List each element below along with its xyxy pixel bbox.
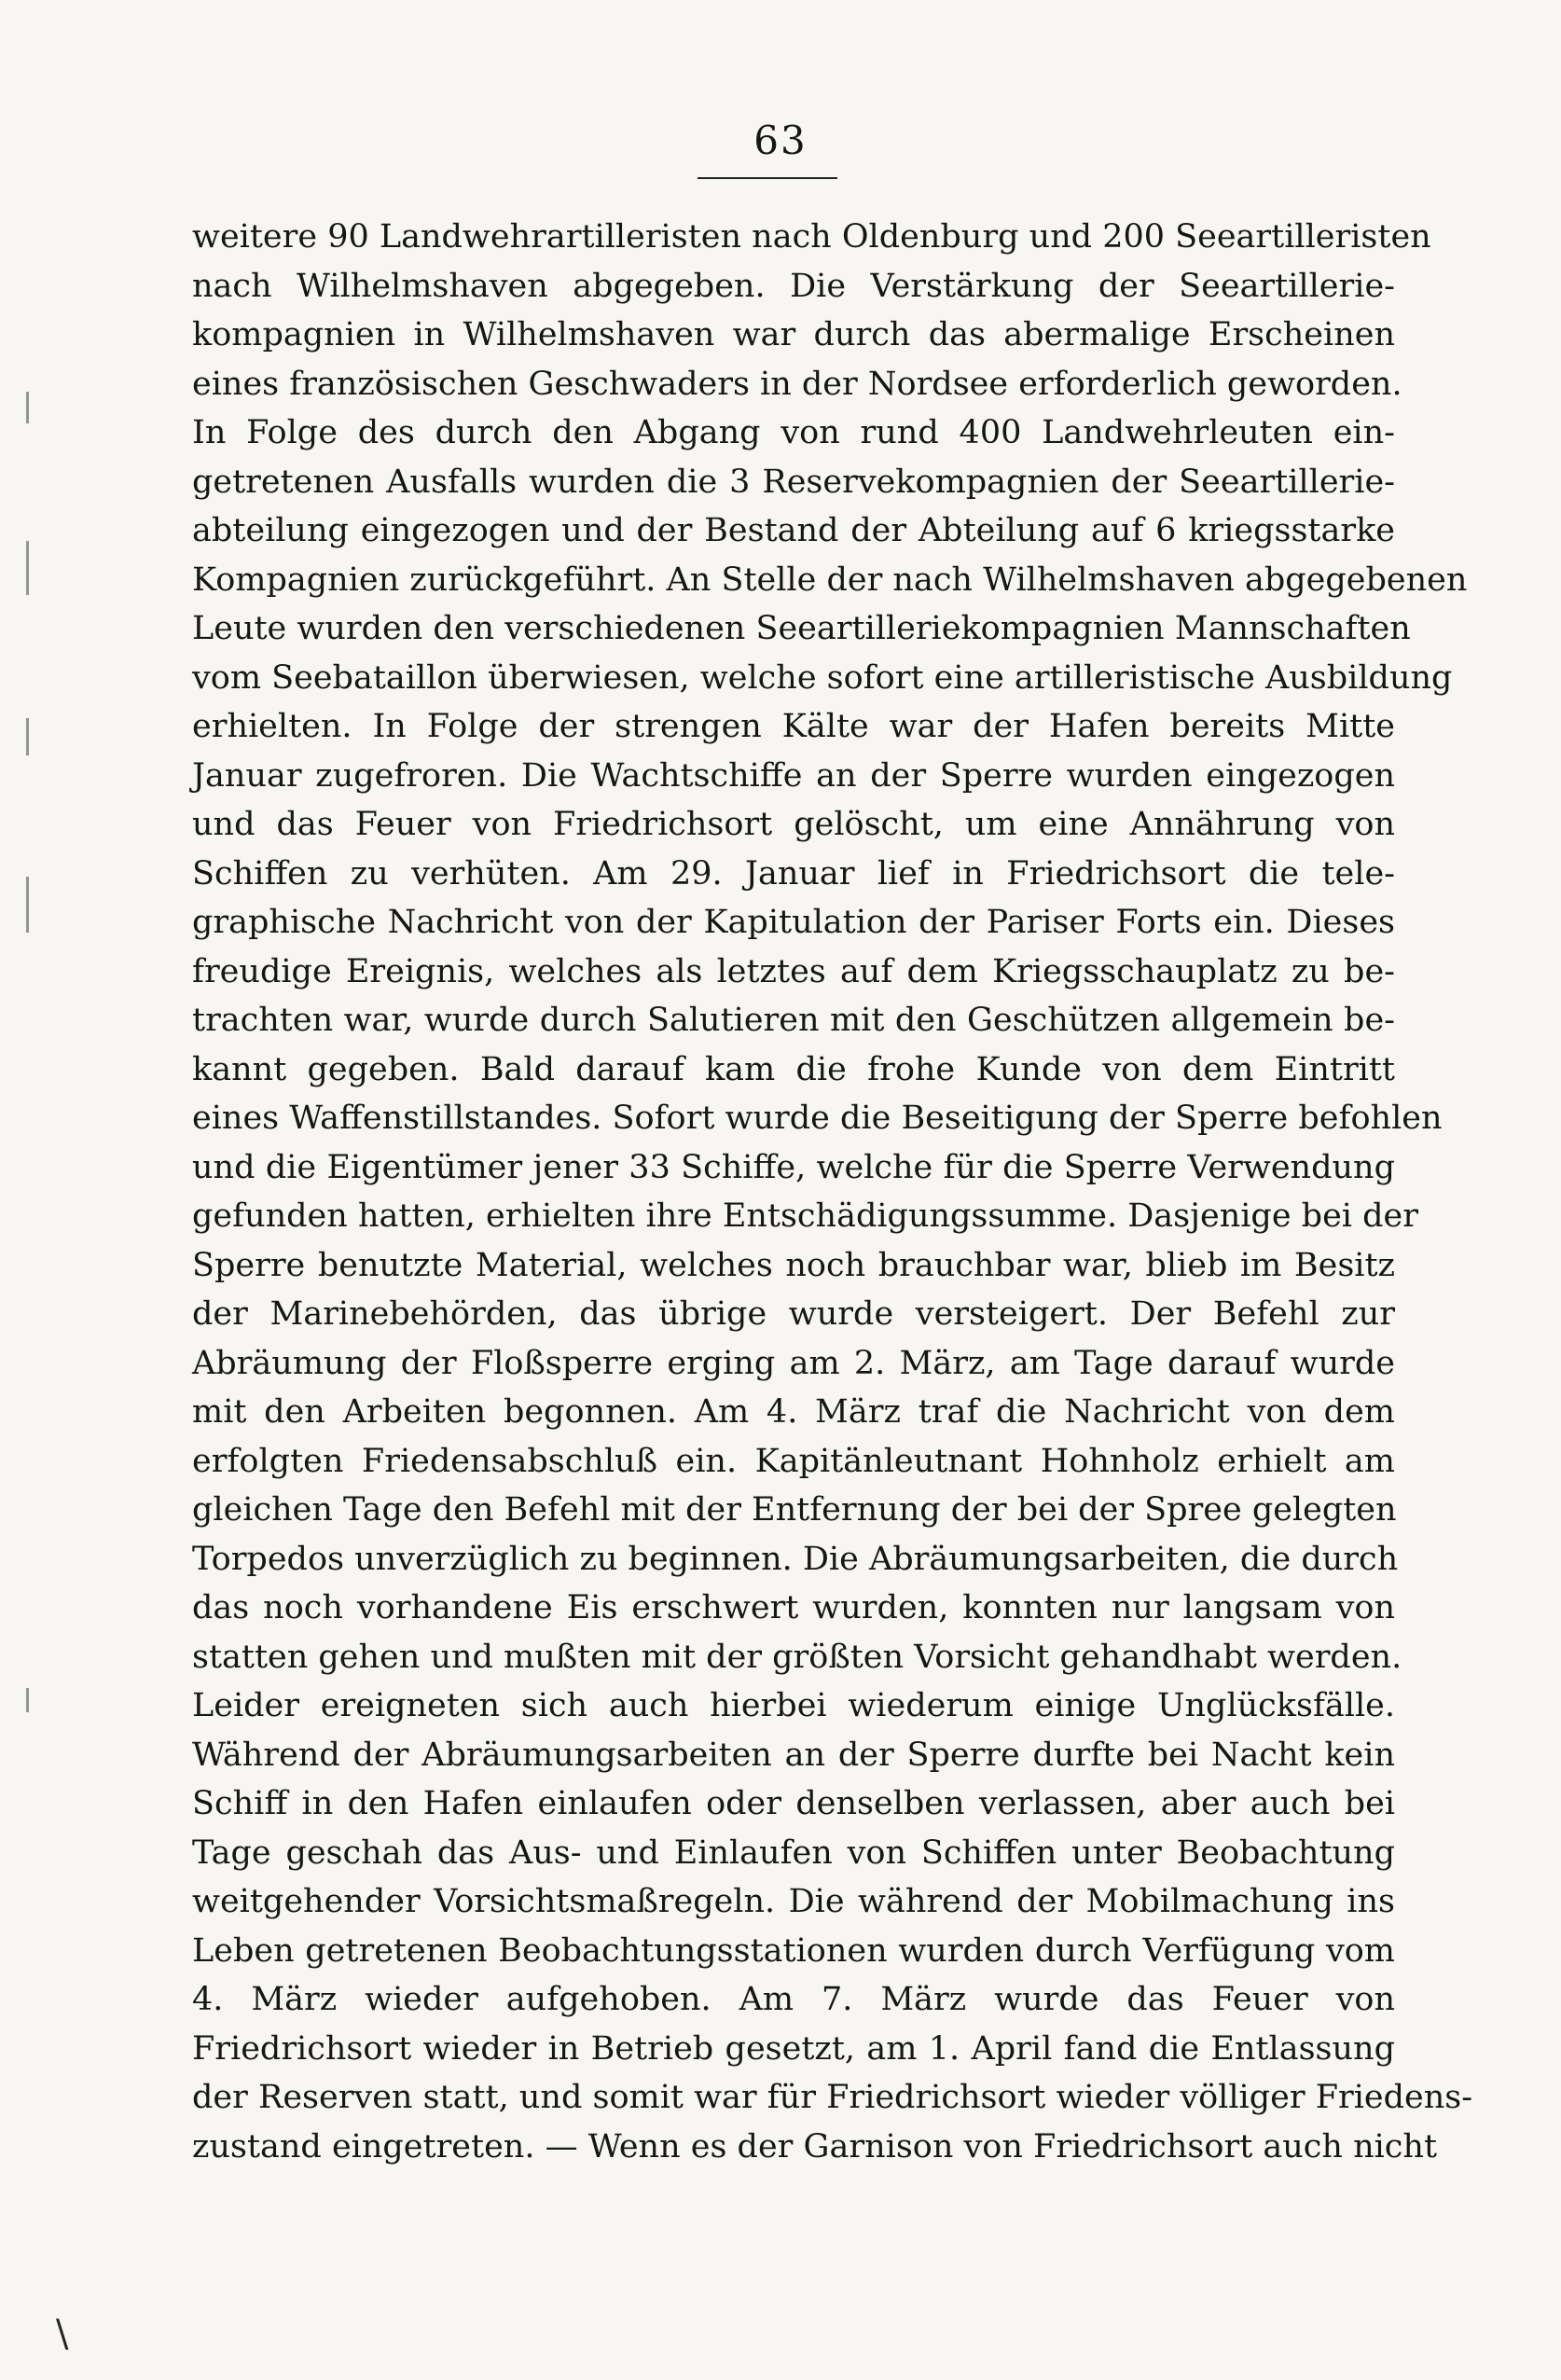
text-line: Sperre benutzte Material, welches noch brauchbar war, blieb im Besitz [192, 1246, 1395, 1284]
text-line: und die Eigentümer jener 33 Schiffe, welche für die Sperre Verwendung [192, 1148, 1395, 1186]
margin-mark [26, 392, 29, 423]
text-line: der Reserven statt, und somit war für Friedrichsort wieder völliger Friedens- [192, 2079, 1473, 2116]
text-line: vom Seebataillon überwiesen, welche sofort eine artilleristische Ausbildung [192, 658, 1453, 697]
text-line: kompagnien in Wilhelmshaven war durch das abermalige Erscheinen [192, 316, 1395, 353]
page-number: 63 [753, 118, 808, 163]
text-line: Tage geschah das Aus- und Einlaufen von Schiffen unter Beobachtung [192, 1833, 1395, 1872]
text-line: Friedrichsort wieder in Betrieb gesetzt, am 1. April fand die Entlassung [192, 2029, 1395, 2068]
text-line: Torpedos unverzüglich zu beginnen. Die Abräumungsarbeiten, die durch [192, 1540, 1399, 1578]
margin-mark [26, 718, 29, 755]
text-line: Während der Abräumungsarbeiten an der Sperre durfte bei Nacht kein [192, 1736, 1395, 1774]
text-line: zustand eingetreten. — Wenn es der Garnison von Friedrichsort auch nicht [192, 2127, 1438, 2166]
text-line: Leute wurden den verschiedenen Seeartilleriekompagnien Mannschaften [192, 610, 1411, 647]
text-line: erfolgten Friedensabschluß ein. Kapitänleutnant Hohnholz erhielt am [192, 1442, 1395, 1480]
text-line: statten gehen und mußten mit der größten Vorsicht gehandhabt werden. [192, 1638, 1402, 1676]
text-line: erhielten. In Folge der strengen Kälte war der Hafen bereits Mitte [192, 708, 1395, 745]
text-line: Kompagnien zurückgeführt. An Stelle der nach Wilhelmshaven abgegebenen [192, 560, 1468, 599]
text-line: weitgehender Vorsichtsmaßregeln. Die während der Mobilmachung ins [192, 1883, 1395, 1920]
text-line: graphische Nachricht von der Kapitulation der Pariser Forts ein. Dieses [192, 904, 1395, 941]
text-line: gefunden hatten, erhielten ihre Entschädigungssumme. Dasjenige bei der [192, 1197, 1418, 1235]
text-line: 4. März wieder aufgehoben. Am 7. März wurde das Feuer von [192, 1981, 1395, 2018]
text-line: mit den Arbeiten begonnen. Am 4. März traf die Nachricht von dem [192, 1393, 1395, 1431]
text-line: eines französischen Geschwaders in der Nordsee erforderlich geworden. [192, 365, 1402, 403]
text-line: trachten war, wurde durch Salutieren mit den Geschützen allgemein be- [192, 1002, 1395, 1039]
text-line: Leider ereigneten sich auch hierbei wiederum einige Unglücksfälle. [192, 1687, 1395, 1724]
text-line: freudige Ereignis, welches als letztes auf dem Kriegsschauplatz zu be- [192, 952, 1395, 990]
text-line: getretenen Ausfalls wurden die 3 Reservekompagnien der Seeartillerie- [192, 463, 1395, 501]
text-line: weitere 90 Landwehrartilleristen nach Oldenburg und 200 Seeartilleristen [192, 218, 1431, 256]
margin-mark [26, 1688, 29, 1712]
text-line: abteilung eingezogen und der Bestand der Abteilung auf 6 kriegsstarke [192, 512, 1395, 549]
text-line: In Folge des durch den Abgang von rund 400 Landwehrleuten ein- [192, 414, 1395, 451]
text-line: Leben getretenen Beobachtungsstationen wurden durch Verfügung vom [192, 1931, 1395, 1970]
text-line: gleichen Tage den Befehl mit der Entfernung der bei der Spree gelegten [192, 1491, 1397, 1529]
text-line: Schiff in den Hafen einlaufen oder denselben verlassen, aber auch bei [192, 1785, 1395, 1822]
body-text [192, 213, 1473, 2171]
text-line: der Marinebehörden, das übrige wurde versteigert. Der Befehl zur [192, 1295, 1395, 1333]
text-line: eines Waffenstillstandes. Sofort wurde die Beseitigung der Sperre befohlen [192, 1100, 1443, 1137]
header-rule [698, 177, 837, 179]
text-line: kannt gegeben. Bald darauf kam die frohe Kunde von dem Eintritt [192, 1050, 1395, 1088]
text-line: Januar zugefroren. Die Wachtschiffe an der Sperre wurden eingezogen [192, 756, 1395, 795]
scan-mark: \ [56, 2313, 69, 2356]
margin-mark [26, 877, 29, 933]
text-line: nach Wilhelmshaven abgegeben. Die Verstärkung der Seeartillerie- [192, 267, 1395, 305]
text-line: das noch vorhandene Eis erschwert wurden, konnten nur langsam von [192, 1589, 1395, 1626]
margin-mark [26, 541, 29, 595]
text-line: Abräumung der Floßsperre erging am 2. März, am Tage darauf wurde [192, 1344, 1395, 1382]
text-line: Schiffen zu verhüten. Am 29. Januar lief in Friedrichsort die tele- [192, 854, 1395, 892]
text-line: und das Feuer von Friedrichsort gelöscht, um eine Annährung von [192, 806, 1395, 843]
